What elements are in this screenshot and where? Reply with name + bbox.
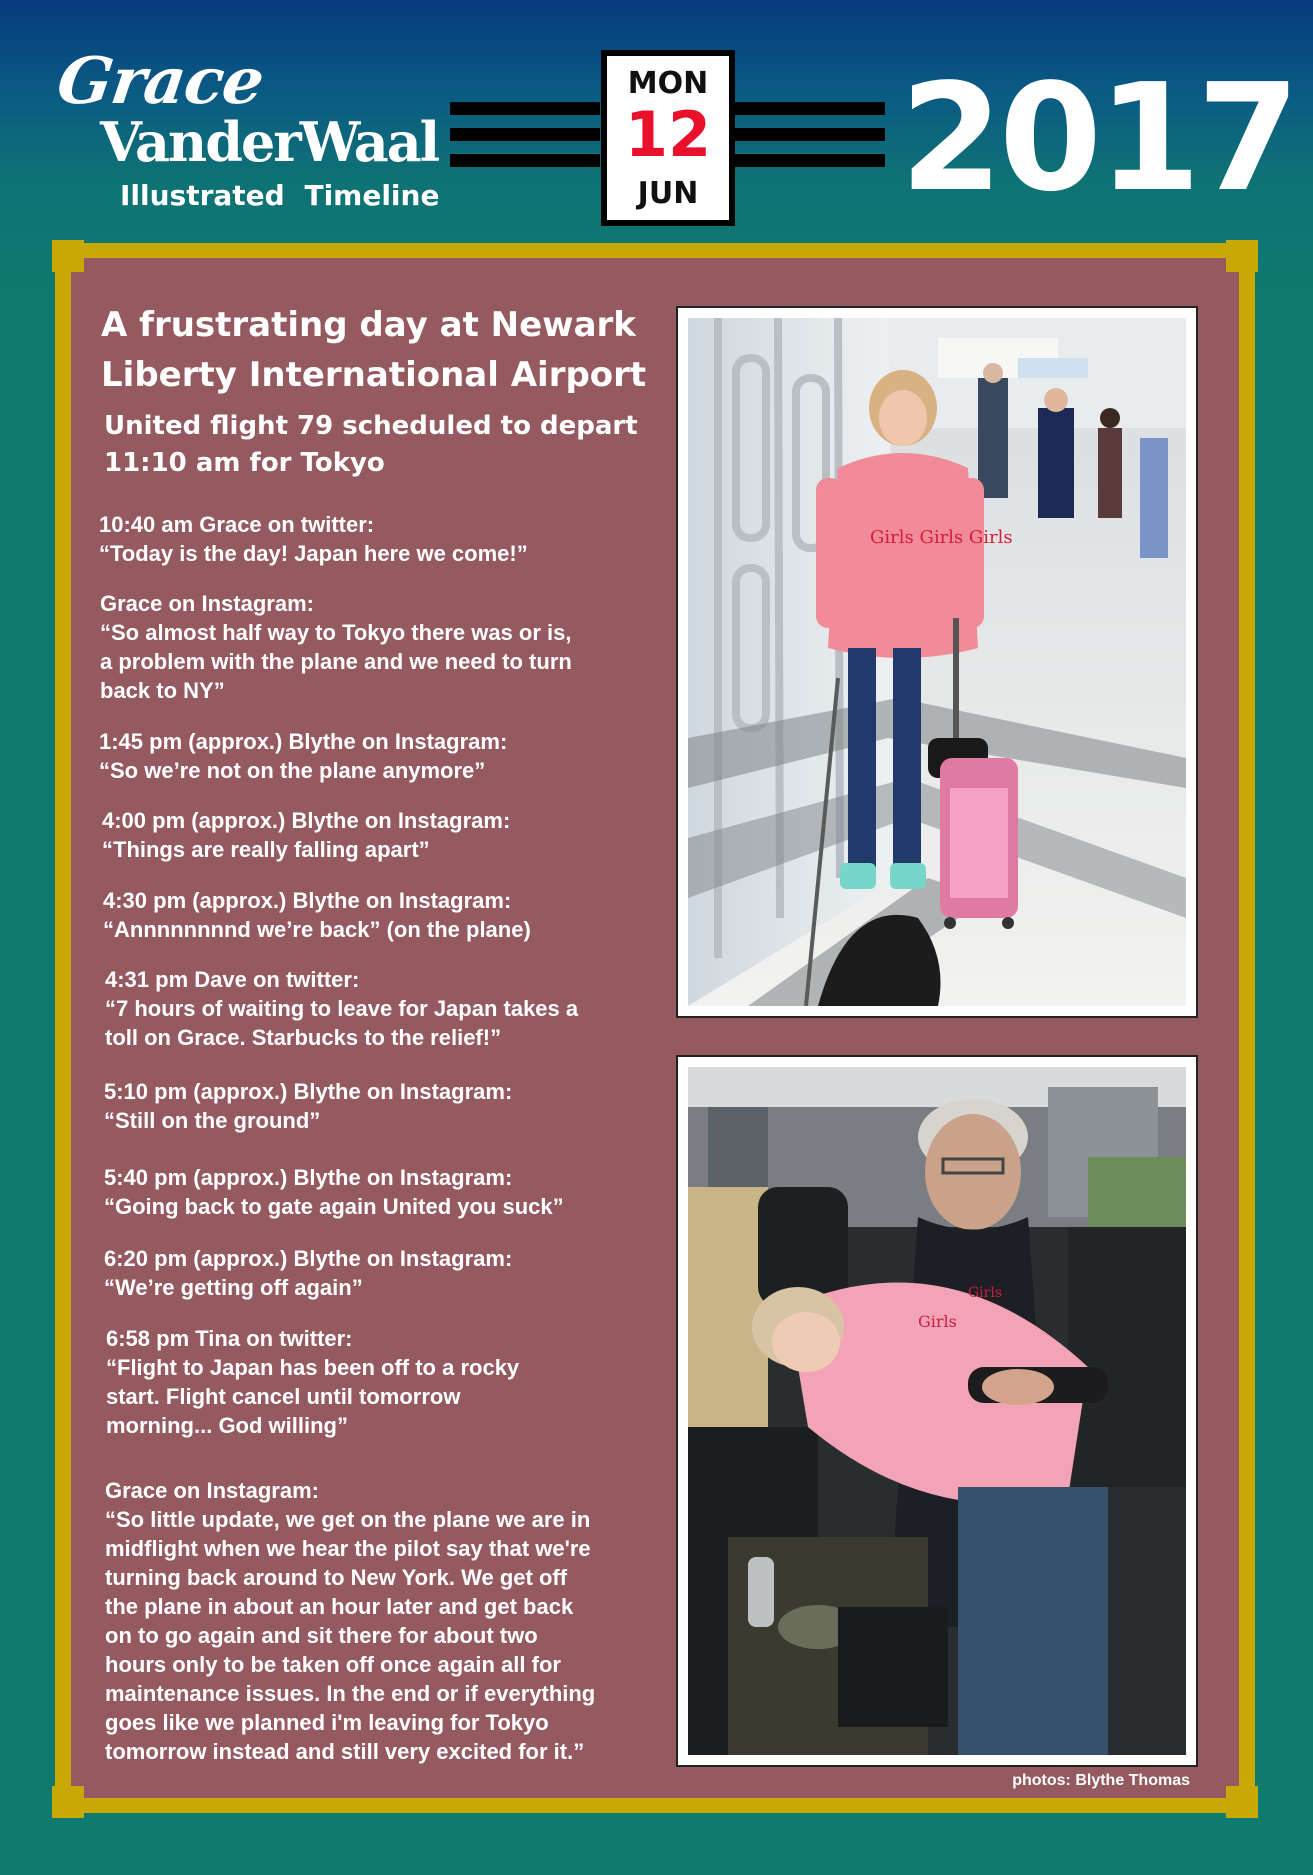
timeline-entry <box>105 1476 685 1766</box>
entry-line: start. Flight cancel until tomorrow <box>106 1384 461 1409</box>
timeline-entry <box>99 727 679 785</box>
entry-line: “We’re getting off again” <box>104 1275 363 1300</box>
entry-line: 4:00 pm (approx.) Blythe on Instagram: <box>102 808 511 833</box>
page-title: A frustrating day at Newark Liberty International Airport <box>101 305 647 395</box>
frame-corner-top-right <box>1226 240 1258 272</box>
stripes-right-decoration <box>735 102 885 168</box>
entry-line: “So we’re not on the plane anymore” <box>99 758 486 783</box>
entry-line: “Annnnnnnnd we’re back” (on the plane) <box>103 917 531 942</box>
svg-text:Girls: Girls <box>968 1285 1003 1301</box>
entry-line: Grace on Instagram: <box>105 1478 319 1503</box>
logo-subtitle: Illustrated Timeline <box>120 179 440 212</box>
entry-line: 1:45 pm (approx.) Blythe on Instagram: <box>99 729 508 754</box>
sleeping-girl-photo <box>676 1055 1198 1767</box>
entry-line: 6:58 pm Tina on twitter: <box>106 1326 353 1351</box>
svg-text:Girls: Girls <box>918 1312 957 1331</box>
year-heading: 2017 <box>900 52 1296 224</box>
timeline-entry <box>104 1077 684 1135</box>
svg-text:Girls Girls Girls: Girls Girls Girls <box>870 527 1013 548</box>
entry-line: Grace on Instagram: <box>100 591 314 616</box>
timeline-entry <box>100 589 680 705</box>
gate-seating-illustration <box>688 1067 1186 1755</box>
timeline-entry <box>103 886 683 944</box>
timeline-entry <box>104 1163 684 1221</box>
entry-line: back to NY” <box>100 678 225 703</box>
timeline-entry <box>99 510 679 568</box>
photo-credit: photos: Blythe Thomas <box>1012 1772 1190 1789</box>
stripes-left-decoration <box>450 102 600 168</box>
timeline-entry <box>106 1324 686 1440</box>
entry-line: goes like we planned i'm leaving for Tokyo <box>105 1710 549 1735</box>
timeline-entry <box>102 806 682 864</box>
frame-corner-bottom-right <box>1226 1786 1258 1818</box>
calendar-badge <box>601 50 735 226</box>
entry-line: turning back around to New York. We get off <box>105 1565 568 1590</box>
entry-line: the plane in about an hour later and get back <box>105 1594 574 1619</box>
entry-line: 4:31 pm Dave on twitter: <box>105 967 360 992</box>
entry-line: toll on Grace. Starbucks to the relief!” <box>105 1025 502 1050</box>
calendar-date: 12 <box>624 98 712 171</box>
timeline-entry <box>105 965 685 1052</box>
terminal-scene-illustration <box>688 318 1186 1006</box>
entry-line: maintenance issues. In the end or if everything <box>105 1681 596 1706</box>
airport-terminal-photo <box>676 306 1198 1018</box>
page-subtitle: United flight 79 scheduled to depart 11:10 am for Tokyo <box>104 411 638 478</box>
entry-line: “Still on the ground” <box>104 1108 321 1133</box>
entry-line: 10:40 am Grace on twitter: <box>99 512 375 537</box>
entry-line: “Today is the day! Japan here we come!” <box>99 541 528 566</box>
entry-line: 6:20 pm (approx.) Blythe on Instagram: <box>104 1246 513 1271</box>
frame-corner-top-left <box>52 240 84 272</box>
calendar-day: MON <box>627 66 709 101</box>
entry-line: “So almost half way to Tokyo there was or is, <box>100 620 572 645</box>
entry-line: 5:40 pm (approx.) Blythe on Instagram: <box>104 1165 513 1190</box>
entry-line: “Flight to Japan has been off to a rocky <box>106 1355 520 1380</box>
entry-line: “7 hours of waiting to leave for Japan takes a <box>105 996 579 1021</box>
timeline-entry <box>104 1244 684 1302</box>
entry-line: “So little update, we get on the plane we are in <box>105 1507 591 1532</box>
entry-line: midflight when we hear the pilot say that we're <box>105 1536 591 1561</box>
logo-name-text: VanderWaal <box>100 110 439 174</box>
entry-line: a problem with the plane and we need to turn <box>100 649 572 674</box>
entry-line: hours only to be taken off once again all for <box>105 1652 561 1677</box>
logo-script-text: Grace <box>52 44 268 119</box>
frame-corner-bottom-left <box>52 1786 84 1818</box>
entry-line: “Going back to gate again United you suck” <box>104 1194 564 1219</box>
calendar-month: JUN <box>637 176 699 211</box>
entry-line: 5:10 pm (approx.) Blythe on Instagram: <box>104 1079 513 1104</box>
entry-line: “Things are really falling apart” <box>102 837 430 862</box>
entry-line: 4:30 pm (approx.) Blythe on Instagram: <box>103 888 512 913</box>
entry-line: tomorrow instead and still very excited for it.” <box>105 1739 585 1764</box>
logo <box>52 44 452 230</box>
entry-line: on to go again and sit there for about two <box>105 1623 538 1648</box>
entry-line: morning... God willing” <box>106 1413 348 1438</box>
